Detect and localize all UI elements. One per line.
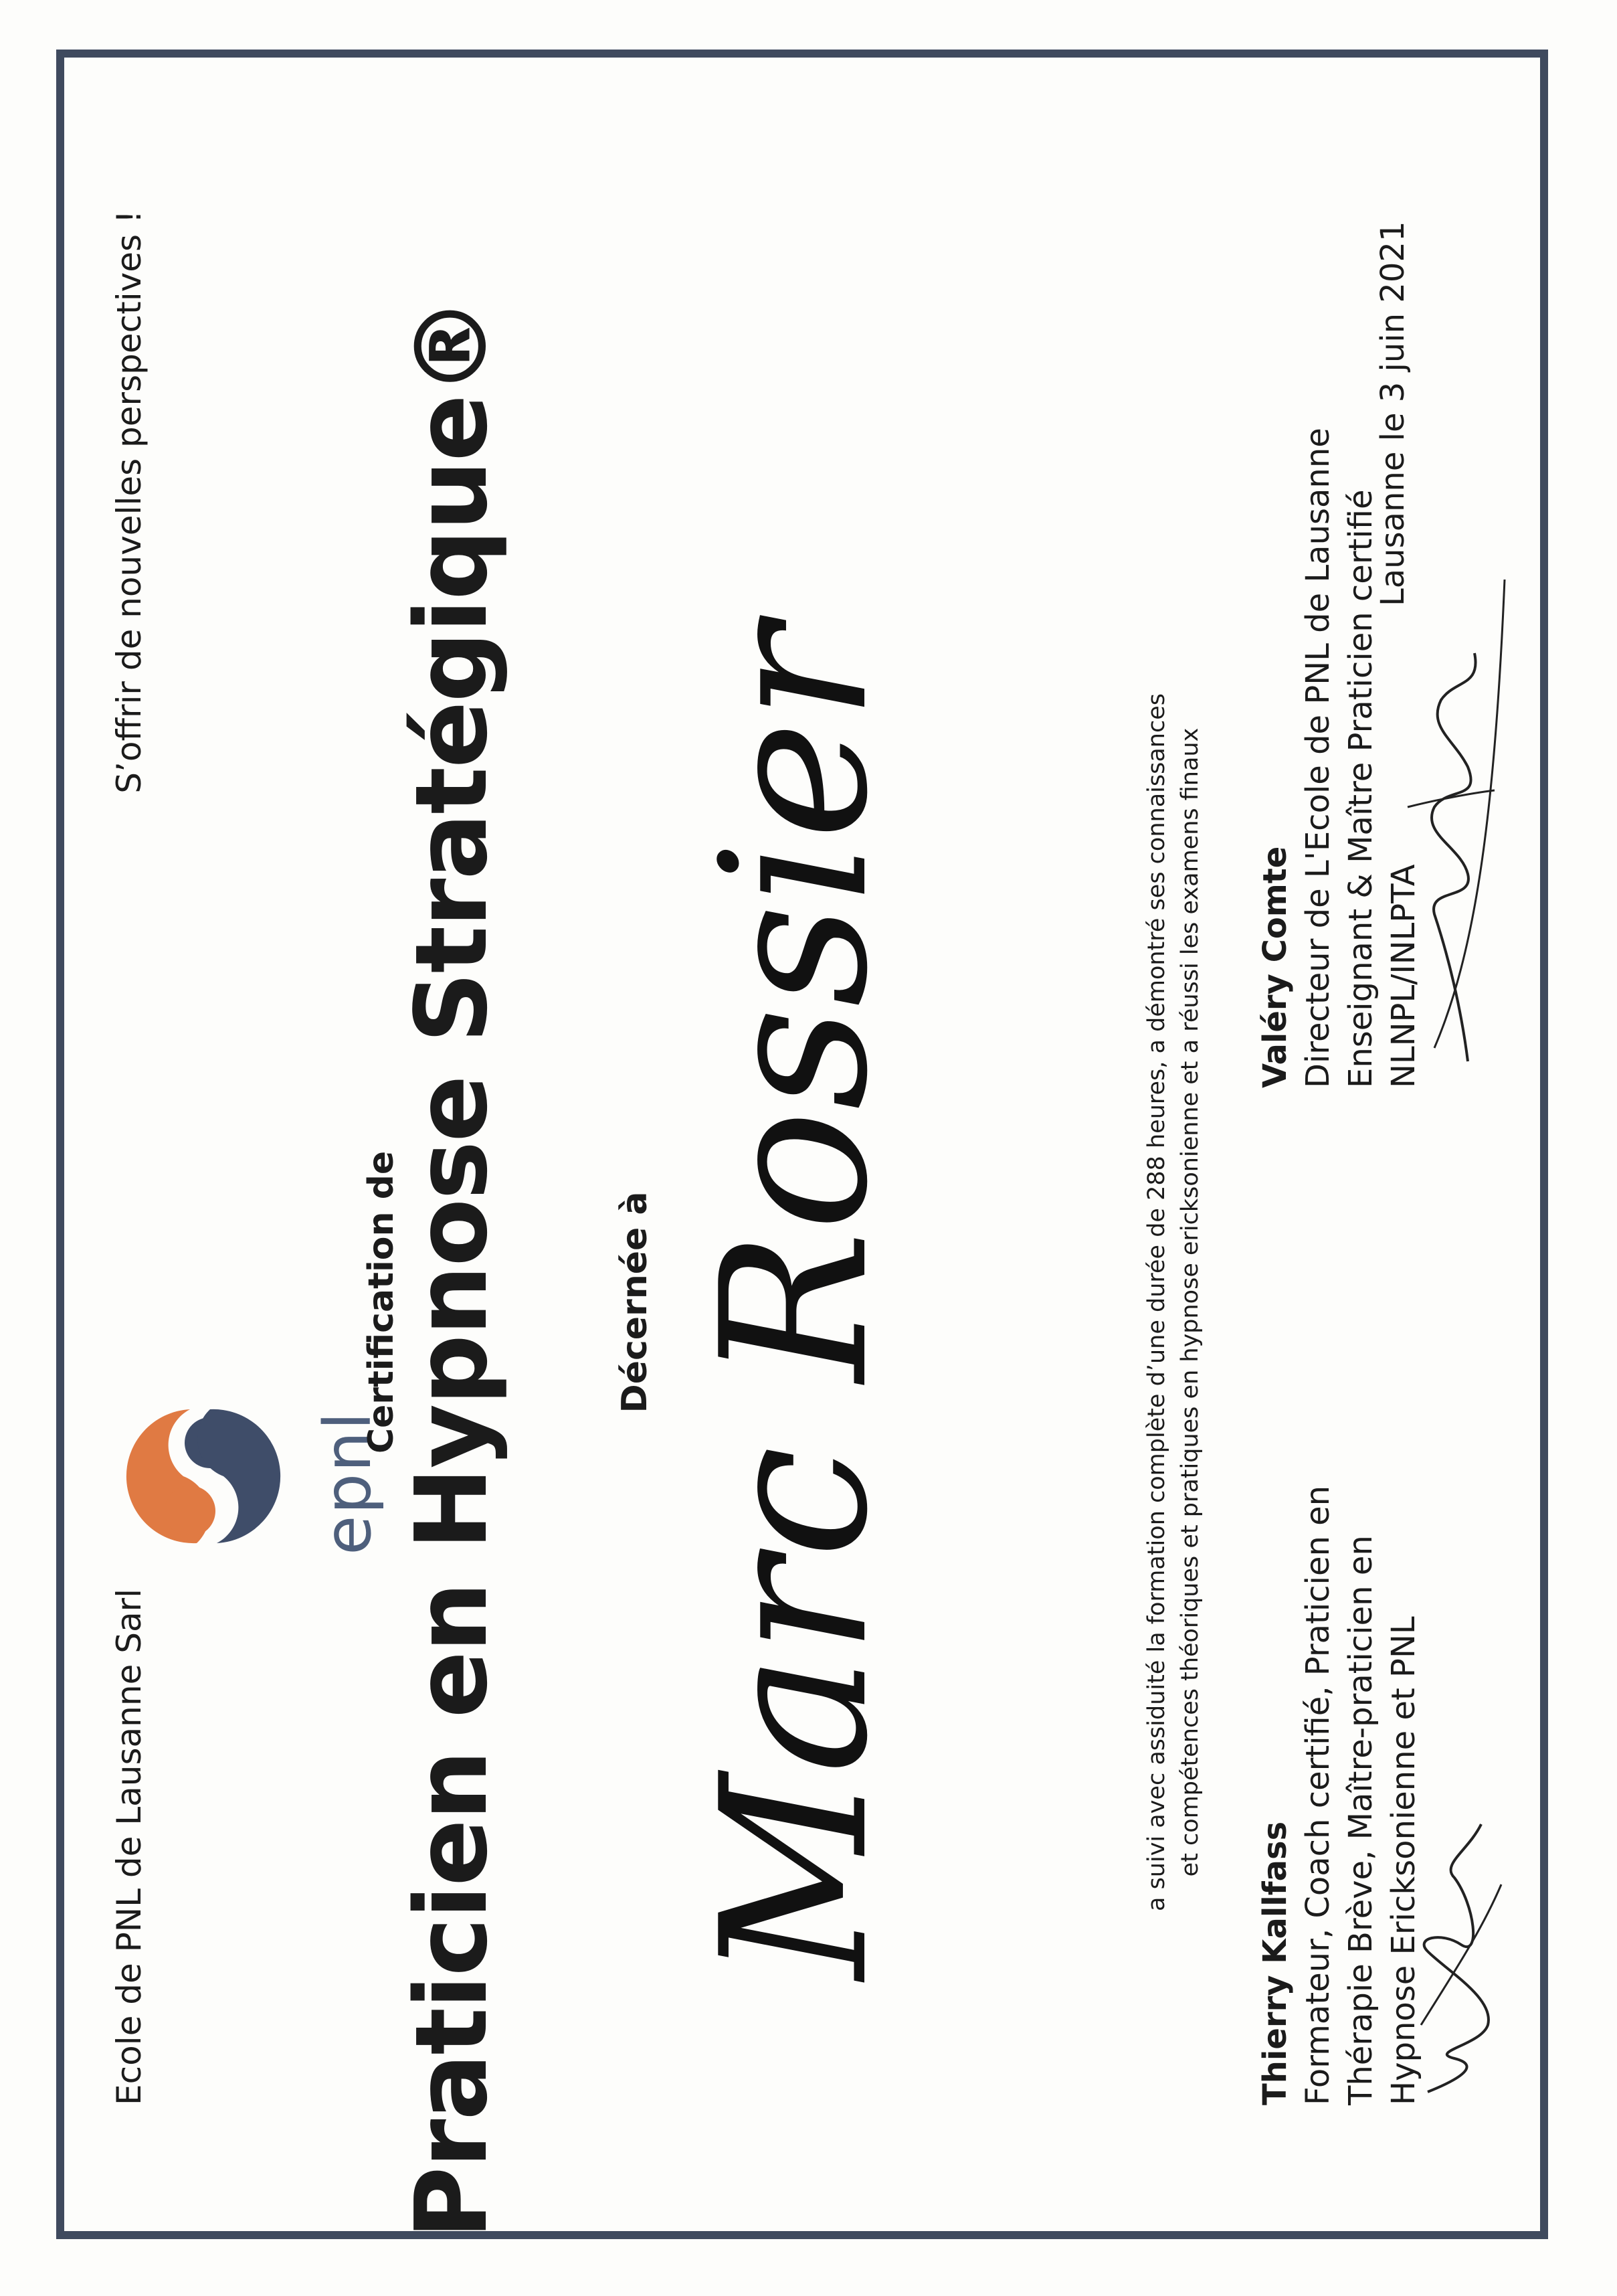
- signatory-title-line: Enseignant & Maître Praticien certifié: [1342, 489, 1380, 1088]
- signatory-title-line: Formateur, Coach certifié, Praticien en: [1299, 1485, 1337, 2105]
- description-line-1: a suivi avec assiduité la formation complète d’une durée de 288 heures, a démontré ses connaissances: [1143, 693, 1170, 1911]
- signatory-title-line: Hypnose Ericksonienne et PNL: [1385, 1616, 1422, 2105]
- awarded-label: Décernée à: [615, 1191, 655, 1413]
- signatory-name: Thierry Kallfass: [1256, 1821, 1294, 2105]
- certificate-title: Praticien en Hypnose Stratégique®: [394, 298, 509, 2239]
- signatory-left: [1254, 1486, 1425, 2105]
- certificate-canvas: [56, 50, 1548, 2239]
- certificate-description: [1140, 365, 1207, 2239]
- handwritten-signature-right: [1394, 539, 1508, 1088]
- signatory-title-line: Thérapie Brève, Maître-praticien en: [1342, 1535, 1380, 2105]
- signatory-title-line: NLNPL/INLPTA: [1385, 864, 1422, 1088]
- issue-date: Lausanne le 3 juin 2021: [1374, 221, 1412, 606]
- logo-wordmark: epnl: [310, 1411, 385, 1555]
- certification-label: Certification de: [361, 1150, 401, 1454]
- school-name: Ecole de PNL de Lausanne Sarl: [110, 1588, 149, 2105]
- signatory-name: Valéry Comte: [1256, 846, 1294, 1088]
- yin-yang-swirl-logo-icon: [96, 1383, 317, 1570]
- recipient-name: Marc Rossier: [678, 624, 912, 1980]
- school-motto: S’offrir de nouvelles perspectives !: [110, 210, 149, 794]
- description-line-2: et compétences théoriques et pratiques en hypnose ericksonienne et a réussi les examens finaux: [1177, 727, 1204, 1877]
- handwritten-signature-left: [1401, 1731, 1508, 2105]
- signatory-title-line: Directeur de L'Ecole de PNL de Lausanne: [1299, 428, 1337, 1088]
